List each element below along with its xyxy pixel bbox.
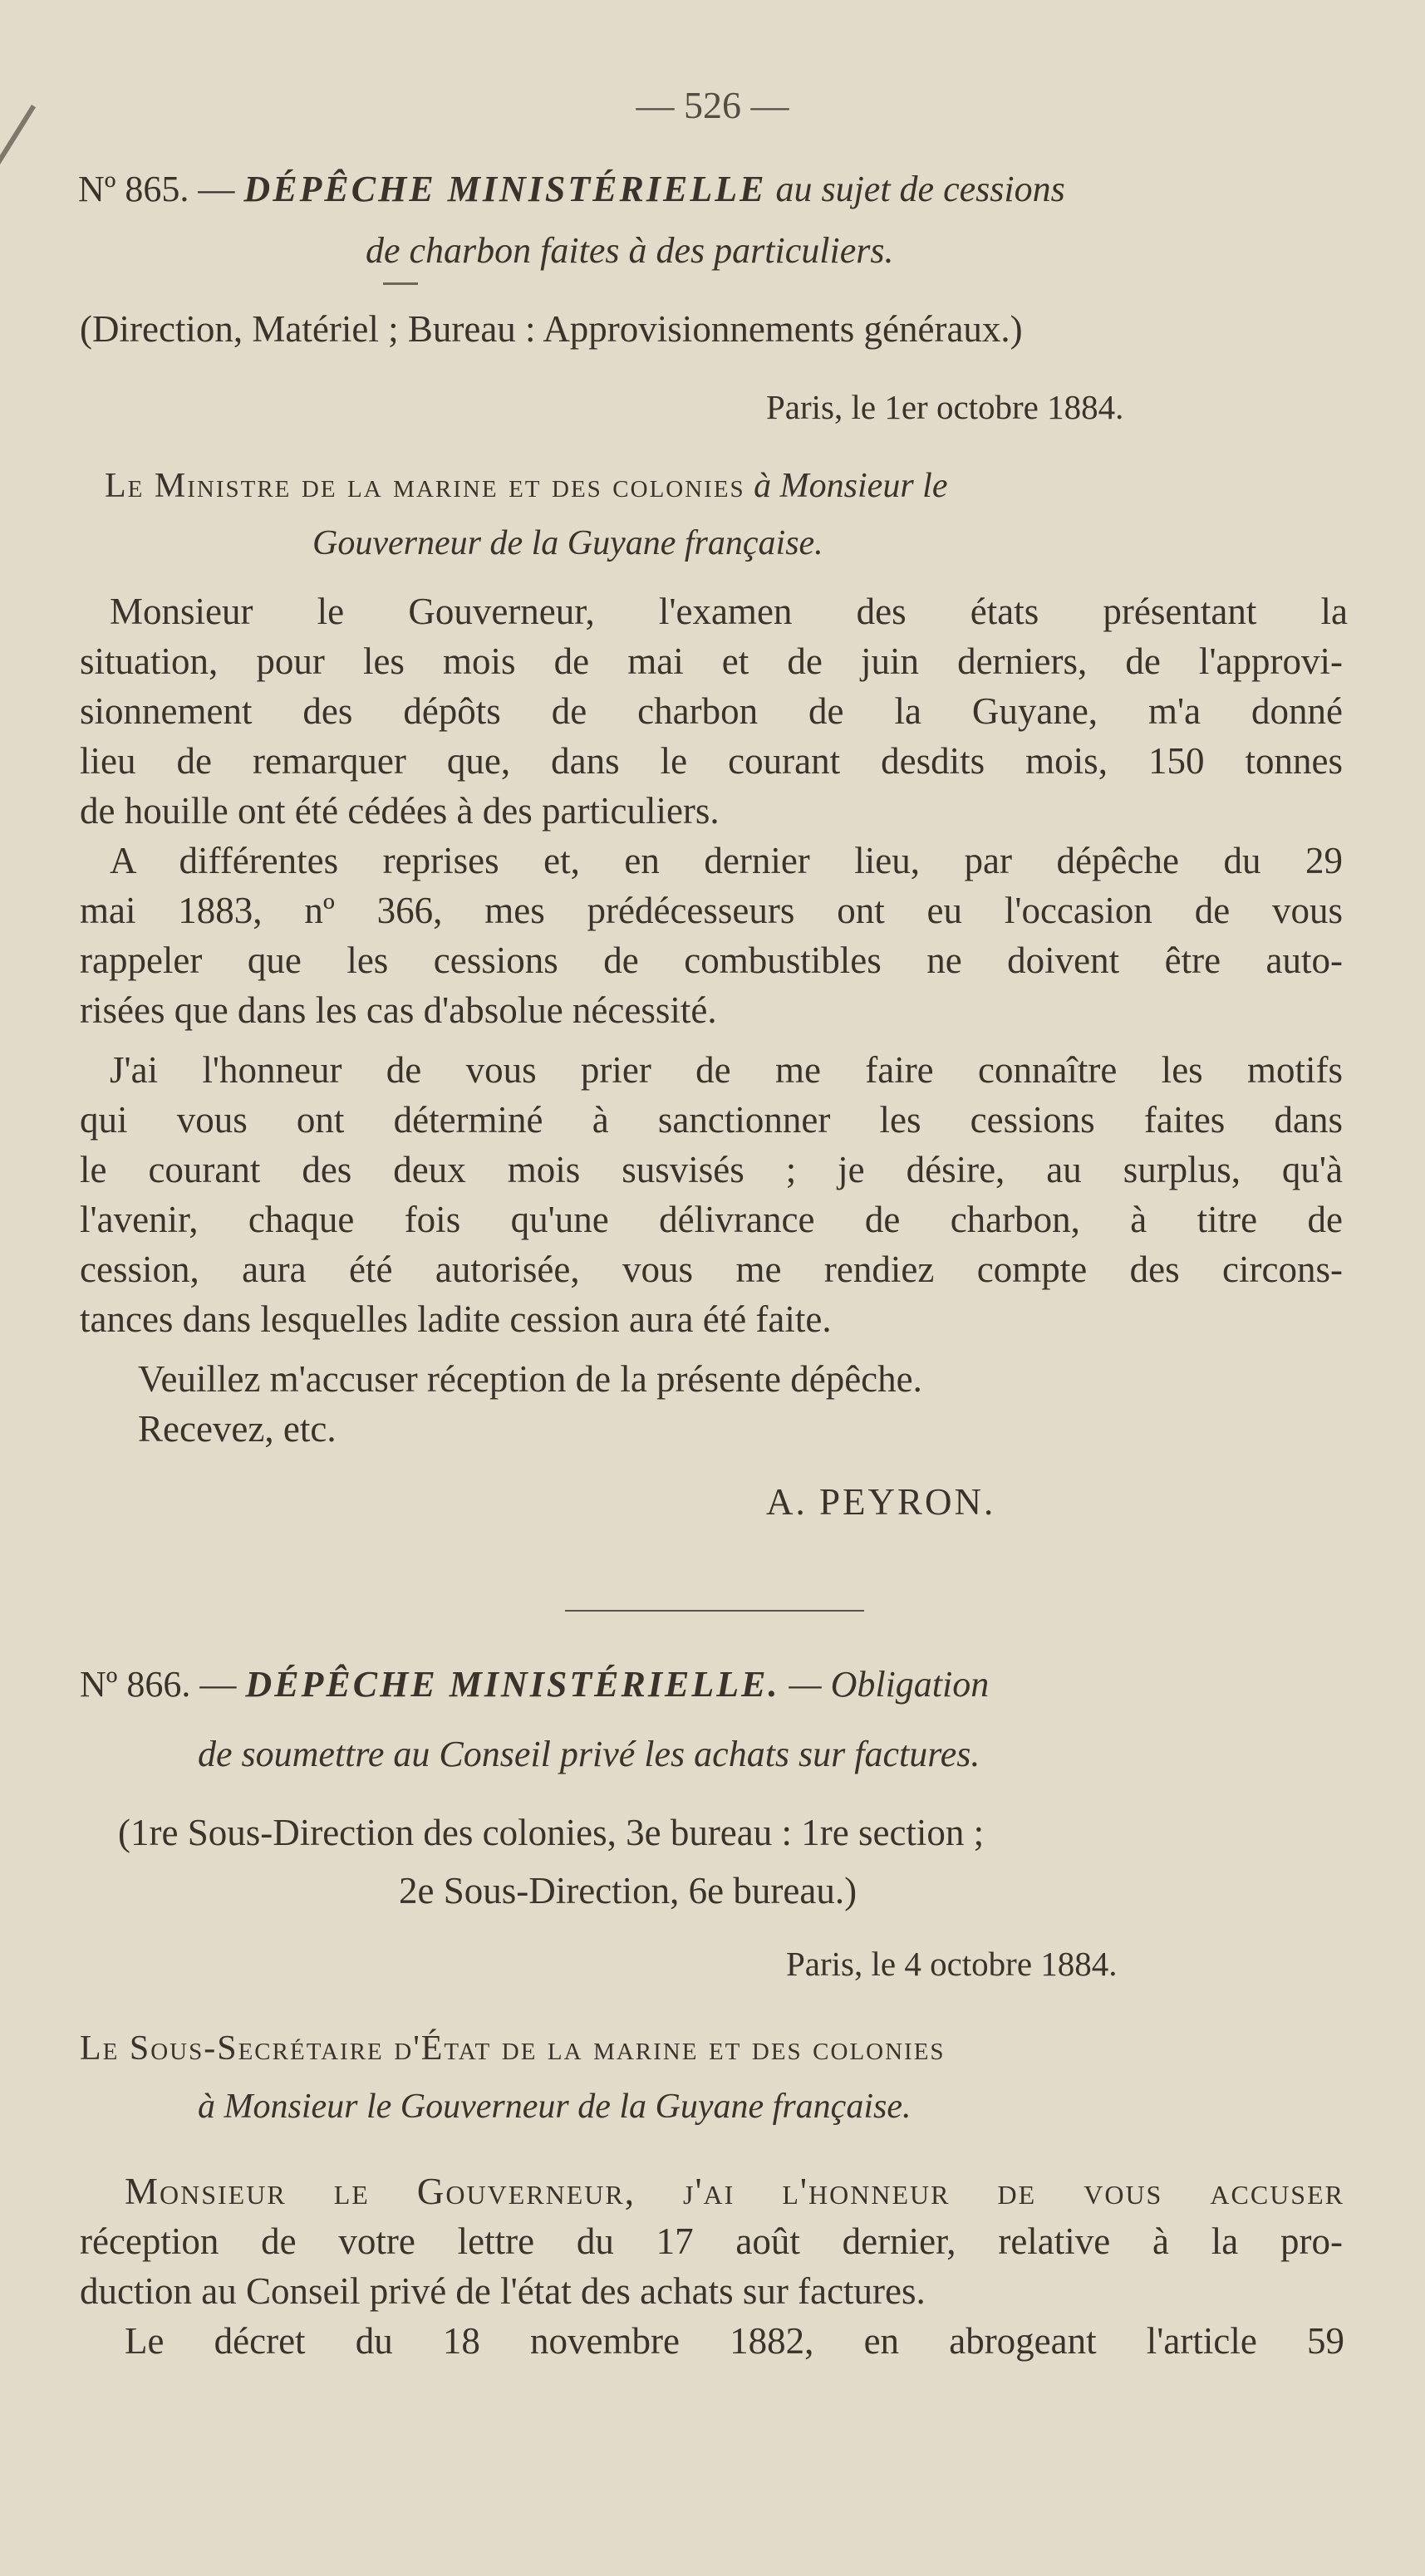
- doc866-paragraph-line: Monsieur le Gouverneur, j'ai l'honneur de vous accuser: [125, 2171, 1344, 2212]
- doc865-paragraph-line: J'ai l'honneur de vous prier de me faire connaître les motifs: [110, 1049, 1343, 1091]
- doc866-direction-line1: (1re Sous-Direction des colonies, 3e bureau : 1re section ;: [118, 1812, 985, 1853]
- doc866-direction-line2: 2e Sous-Direction, 6e bureau.): [399, 1870, 857, 1911]
- doc866-date: Paris, le 4 octobre 1884.: [786, 1945, 1118, 1983]
- section-separator: [565, 1610, 864, 1612]
- doc865-address-line1: Le Ministre de la marine et des colonies à Monsieur le: [105, 467, 948, 505]
- doc865-paragraph-line: sionnement des dépôts de charbon de la Guyane, m'a donné: [80, 690, 1343, 732]
- doc865-paragraph-line: rappeler que les cessions de combustibles ne doivent être auto-: [80, 940, 1343, 981]
- doc865-signature: A. PEYRON.: [766, 1481, 996, 1523]
- doc865-paragraph-line: A différentes reprises et, en dernier lieu, par dépêche du 29: [110, 840, 1343, 881]
- page-number: — 526 —: [636, 84, 789, 126]
- doc865-paragraph-line: le courant des deux mois susvisés ; je désire, au surplus, qu'à: [80, 1149, 1343, 1190]
- doc865-paragraph-line: situation, pour les mois de mai et de juin derniers, de l'approvi-: [80, 640, 1343, 682]
- doc865-paragraph-line: mai 1883, nº 366, mes prédécesseurs ont eu l'occasion de vous: [80, 890, 1343, 931]
- doc866-paragraph-line: réception de votre lettre du 17 août dernier, relative à la pro-: [80, 2220, 1343, 2262]
- doc865-title-rule: [383, 282, 418, 285]
- doc865-paragraph-line: cession, aura été autorisée, vous me rendiez compte des circons-: [80, 1249, 1343, 1290]
- doc866-title-main: DÉPÊCHE MINISTÉRIELLE.: [245, 1664, 780, 1705]
- doc865-direction: (Direction, Matériel ; Bureau : Approvisionnements généraux.): [80, 308, 1023, 350]
- doc865-paragraph-line: Veuillez m'accuser réception de la présente dépêche.: [138, 1358, 922, 1400]
- doc866-address-line2: à Monsieur le Gouverneur de la Guyane française.: [198, 2088, 912, 2126]
- doc866-paragraph-line: Le décret du 18 novembre 1882, en abrogeant l'article 59: [125, 2320, 1344, 2362]
- doc866-paragraph-line: duction au Conseil privé de l'état des achats sur factures.: [80, 2270, 926, 2312]
- doc865-date: Paris, le 1er octobre 1884.: [766, 388, 1124, 426]
- doc866-address-line1: Le Sous-Secrétaire d'État de la marine et des colonies: [80, 2029, 946, 2068]
- doc865-title-line1: [78, 164, 1065, 214]
- doc866-title-rest: — Obligation: [789, 1664, 990, 1705]
- doc865-number: Nº 865.: [78, 169, 189, 209]
- doc865-title-rest: au sujet de cessions: [775, 169, 1065, 209]
- doc865-paragraph-line: Monsieur le Gouverneur, l'examen des états présentant la: [110, 591, 1348, 632]
- doc865-title-line2: de charbon faites à des particuliers.: [366, 230, 894, 271]
- doc865-paragraph-line: de houille ont été cédées à des particuliers.: [80, 790, 720, 832]
- doc865-paragraph-line: qui vous ont déterminé à sanctionner les cessions faites dans: [80, 1099, 1343, 1141]
- doc865-dash: —: [198, 169, 235, 209]
- doc866-title-line1: [80, 1660, 989, 1710]
- doc865-paragraph-line: risées que dans les cas d'absolue nécessité.: [80, 989, 717, 1031]
- doc866-dash: —: [199, 1664, 237, 1705]
- doc866-title-line2: de soumettre au Conseil privé les achats sur factures.: [198, 1734, 980, 1774]
- doc865-paragraph-line: Recevez, etc.: [138, 1408, 337, 1450]
- doc865-paragraph-line: l'avenir, chaque fois qu'une délivrance de charbon, à titre de: [80, 1199, 1343, 1240]
- doc865-title-main: DÉPÊCHE MINISTÉRIELLE: [243, 169, 767, 209]
- doc865-address-line2: Gouverneur de la Guyane française.: [312, 524, 823, 562]
- doc865-paragraph-line: tances dans lesquelles ladite cession aura été faite.: [80, 1298, 832, 1340]
- doc866-number: Nº 866.: [80, 1664, 191, 1705]
- doc865-paragraph-line: lieu de remarquer que, dans le courant desdits mois, 150 tonnes: [80, 740, 1343, 782]
